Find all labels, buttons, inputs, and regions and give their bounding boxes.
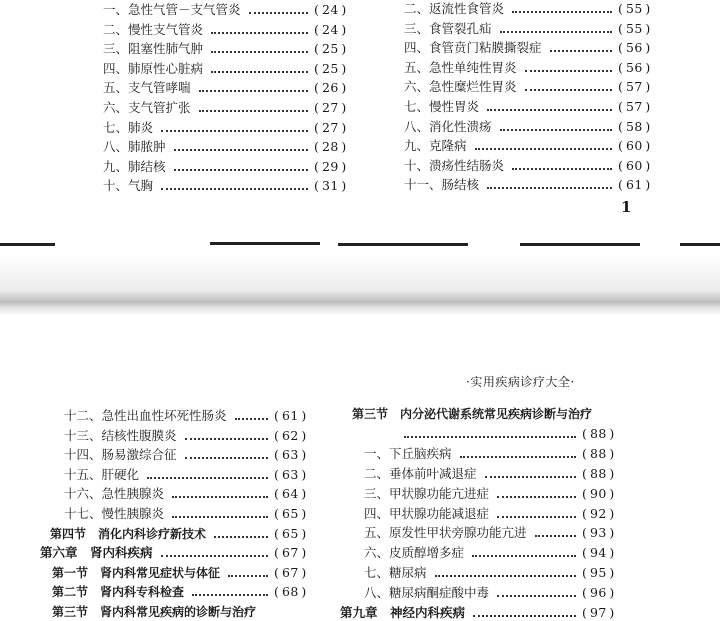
page-number-ref: 57 (625, 79, 643, 95)
page-ref: ( 55 ) (618, 19, 658, 39)
entry-title: 九、肺结核 (103, 158, 166, 174)
page-separator (0, 256, 720, 314)
toc-entry (404, 175, 662, 195)
toc-entry (64, 504, 318, 524)
toc-entry (404, 136, 662, 156)
dot-leader (214, 536, 268, 538)
toc-entry (64, 445, 318, 465)
page-ref: ( 68 ) (274, 582, 314, 602)
toc-section (52, 582, 318, 602)
entry-title: 七、糖尿病 (364, 565, 427, 581)
toc-section (52, 563, 318, 583)
page-number-ref: 25 (321, 41, 339, 57)
page-number-ref: 88 (589, 425, 607, 441)
dot-leader (172, 496, 268, 498)
entry-title: 四、食管贲门粘膜撕裂症 (404, 40, 542, 56)
dot-leader (147, 477, 268, 479)
toc-entry (364, 523, 626, 543)
dot-leader (550, 50, 612, 52)
entry-title: 十三、结核性腹膜炎 (64, 427, 177, 443)
page-number-ref: 64 (281, 486, 299, 502)
entry-title: 三、阻塞性肺气肿 (103, 41, 204, 57)
toc-entry (404, 117, 662, 137)
toc-entry (364, 444, 626, 464)
page-number-ref: 61 (281, 408, 299, 423)
dot-leader (211, 71, 308, 73)
dot-leader (512, 168, 612, 170)
page-ref: ( 25 ) (314, 59, 354, 79)
dot-leader (525, 89, 612, 91)
dot-leader (404, 436, 576, 438)
scan-artifact-line (0, 243, 55, 246)
scan-artifact-line (210, 242, 320, 245)
toc-entry (103, 137, 358, 157)
entry-title: 十一、肠结核 (404, 177, 480, 193)
page-ref: ( 90 ) (582, 484, 622, 504)
entry-title: 八、消化性溃疡 (404, 118, 492, 134)
entry-title: 三、甲状腺功能亢进症 (364, 485, 490, 501)
page-number-ref: 96 (589, 585, 607, 601)
entry-title: 第一节 肾内科常见症状与体征 (52, 565, 221, 580)
page-ref: ( 97 ) (582, 603, 622, 621)
page-number-ref: 28 (321, 139, 339, 155)
entry-title: 六、支气管扩张 (103, 100, 191, 115)
toc-entry (364, 464, 626, 484)
dot-leader (161, 188, 308, 190)
dot-leader (235, 418, 268, 420)
page-number-ref: 56 (625, 59, 643, 75)
dot-leader (199, 90, 308, 92)
page-ref: ( 60 ) (618, 136, 658, 156)
page-ref: ( 88 ) (582, 464, 622, 484)
entry-title: 第九章 神经内科疾病 (340, 605, 466, 620)
page-number-ref: 25 (321, 60, 339, 76)
page-number-ref: 65 (281, 506, 299, 521)
toc-entry (364, 543, 626, 563)
page-number-ref: 58 (625, 118, 643, 134)
toc-entry (364, 424, 626, 444)
dot-leader (161, 130, 308, 132)
page-ref: ( 95 ) (582, 563, 622, 583)
page-number-ref: 55 (625, 1, 643, 16)
entry-title: 七、慢性胃炎 (404, 99, 480, 114)
entry-title: 三、食管裂孔疝 (404, 20, 492, 36)
page-ref: ( 25 ) (314, 39, 354, 59)
dot-leader (199, 110, 308, 112)
page-ref: ( 67 ) (274, 563, 314, 583)
page-ref: ( 56 ) (618, 38, 658, 58)
toc-entry (404, 58, 662, 78)
toc-entry (103, 39, 358, 59)
dot-leader (525, 70, 612, 72)
toc-entry (103, 78, 358, 98)
dot-leader (211, 51, 308, 53)
page-number-ref: 26 (321, 80, 339, 96)
page-ref: ( 57 ) (618, 97, 658, 117)
dot-leader (487, 187, 612, 189)
entry-title: 十、溃疡性结肠炎 (404, 157, 505, 173)
dot-leader (161, 555, 268, 557)
toc-entry (404, 19, 662, 39)
toc-entry (404, 97, 662, 117)
dot-leader (174, 149, 308, 151)
dot-leader (435, 575, 576, 577)
page-number-ref: 29 (321, 158, 339, 174)
page-ref: ( 31 ) (314, 176, 354, 196)
page-ref: ( 63 ) (274, 445, 314, 465)
page-ref: ( 63 ) (274, 465, 314, 485)
entry-title: 十四、肠易激综合征 (64, 447, 177, 463)
page-number-ref: 88 (589, 445, 607, 461)
dot-leader (535, 535, 576, 537)
toc-entry (404, 0, 662, 19)
page-ref: ( 65 ) (274, 524, 314, 544)
scan-artifact-line (338, 243, 468, 246)
toc-entry (103, 157, 358, 177)
page-number-ref: 67 (281, 545, 299, 561)
page-ref: ( 62 ) (274, 426, 314, 446)
toc-chapter (340, 603, 626, 621)
page-number-ref: 31 (321, 178, 339, 194)
page-ref: ( 67 ) (274, 543, 314, 563)
page-number-ref: 95 (589, 565, 607, 581)
toc-entry (64, 484, 318, 504)
page-number-ref: 68 (281, 584, 299, 600)
page-number-ref: 63 (281, 447, 299, 463)
dot-leader (512, 11, 612, 13)
toc-section (50, 524, 318, 544)
dot-leader (228, 575, 268, 577)
page-ref: ( 57 ) (618, 77, 658, 97)
page-ref: ( 88 ) (582, 444, 622, 464)
entry-title: 四、甲状腺功能减退症 (364, 505, 490, 521)
entry-title: 七、肺炎 (103, 119, 154, 135)
page-number-ref: 24 (321, 21, 339, 37)
toc-page-lower (0, 314, 720, 621)
dot-leader (500, 129, 612, 131)
entry-title: 二、慢性支气管炎 (103, 21, 204, 37)
dot-leader (460, 456, 576, 458)
toc-section (52, 602, 318, 621)
page-number-ref: 65 (281, 525, 299, 541)
page-ref: ( 88 ) (582, 424, 622, 444)
entry-title: 六、皮质醇增多症 (364, 545, 465, 561)
entry-title: 第六章 肾内科疾病 (40, 545, 153, 561)
running-header: ·实用疾病诊疗大全· (466, 375, 575, 389)
page-number-ref: 60 (625, 138, 643, 154)
toc-entry (364, 583, 626, 603)
toc-entry (64, 426, 318, 446)
entry-title: 五、支气管哮喘 (103, 80, 191, 96)
entry-title: 一、急性气管－支气管炎 (103, 2, 241, 17)
page-ref: ( 92 ) (582, 504, 622, 524)
page-number-ref: 27 (321, 100, 339, 115)
page-ref: ( 61 ) (618, 175, 658, 195)
dot-leader (497, 516, 576, 518)
page-ref: ( 58 ) (618, 117, 658, 137)
toc-page-upper (0, 0, 720, 256)
entry-title: 十、气胸 (103, 178, 154, 194)
toc-entry (404, 77, 662, 97)
toc-section (352, 404, 626, 424)
toc-entry (404, 156, 662, 176)
page-number-ref: 94 (589, 545, 607, 561)
dot-leader (473, 615, 576, 617)
entry-title: 十二、急性出血性坏死性肠炎 (64, 408, 227, 423)
page-ref: ( 27 ) (314, 118, 354, 138)
scan-artifact-line (520, 243, 640, 246)
page-number-ref: 92 (589, 505, 607, 521)
toc-entry (364, 484, 626, 504)
page-ref: ( 24 ) (314, 20, 354, 40)
page-ref: ( 27 ) (314, 98, 354, 118)
page-number-ref: 62 (281, 427, 299, 443)
entry-title: 十七、慢性胰腺炎 (64, 506, 165, 521)
dot-leader (211, 32, 308, 34)
dot-leader (497, 595, 576, 597)
page-ref: ( 96 ) (582, 583, 622, 603)
page-number-ref: 61 (625, 177, 643, 193)
dot-leader (185, 438, 268, 440)
entry-title: 第三节 内分泌代谢系统常见疾病诊断与治疗 (352, 407, 593, 421)
toc-chapter (40, 543, 318, 563)
scan-artifact-line (680, 243, 720, 246)
entry-title: 五、急性单纯性胃炎 (404, 59, 517, 75)
dot-leader (172, 516, 268, 518)
entry-title: 十六、急性胰腺炎 (64, 486, 165, 502)
toc-entry (103, 98, 358, 118)
page-number-ref: 67 (281, 564, 299, 580)
entry-title: 八、糖尿病酮症酸中毒 (364, 585, 490, 601)
dot-leader (174, 169, 308, 171)
toc-entry (103, 176, 358, 196)
page-number-ref: 55 (625, 20, 643, 36)
page-number-ref: 90 (589, 485, 607, 501)
dot-leader (185, 457, 268, 459)
toc-entry (103, 59, 358, 79)
toc-entry (103, 0, 358, 20)
toc-entry (64, 406, 318, 426)
entry-title: 二、垂体前叶减退症 (364, 465, 477, 481)
dot-leader (500, 31, 612, 33)
entry-title: 四、肺原性心脏病 (103, 60, 204, 76)
dot-leader (485, 476, 576, 478)
page-number-ref: 93 (589, 525, 607, 541)
page-ref: ( 64 ) (274, 484, 314, 504)
entry-title: 五、原发性甲状旁腺功能亢进 (364, 525, 527, 541)
page-ref: ( 56 ) (618, 58, 658, 78)
page-ref: ( 94 ) (582, 543, 622, 563)
toc-entry (64, 465, 318, 485)
entry-title: 第二节 肾内科专科检查 (52, 585, 185, 600)
page-number: 1 (621, 198, 632, 216)
page-number-ref: 63 (281, 466, 299, 482)
page-number-ref: 56 (625, 40, 643, 56)
page-number-ref: 57 (625, 99, 643, 114)
page-number-ref: 88 (589, 465, 607, 481)
page-number-ref: 60 (625, 157, 643, 173)
page-number-ref: 97 (589, 605, 607, 620)
page-ref: ( 55 ) (618, 0, 658, 19)
page-ref: ( 24 ) (314, 0, 354, 20)
entry-title: 六、急性糜烂性胃炎 (404, 79, 517, 95)
page-ref: ( 26 ) (314, 78, 354, 98)
entry-title: 第四节 消化内科诊疗新技术 (50, 526, 207, 541)
entry-title: 九、克隆病 (404, 138, 467, 154)
toc-entry (103, 20, 358, 40)
toc-entry (404, 38, 662, 58)
toc-entry (103, 118, 358, 138)
page-ref: ( 61 ) (274, 406, 314, 426)
dot-leader (472, 555, 576, 557)
dot-leader (497, 496, 576, 498)
entry-title: 十五、肝硬化 (64, 466, 140, 482)
page-ref: ( 65 ) (274, 504, 314, 524)
entry-title: 一、下丘脑疾病 (364, 445, 452, 461)
dot-leader (192, 594, 268, 596)
toc-entry (364, 563, 626, 583)
page-ref: ( 60 ) (618, 156, 658, 176)
entry-title: 第三节 肾内科常见疾病的诊断与治疗 (52, 605, 257, 619)
dot-leader (487, 109, 612, 111)
page-ref: ( 93 ) (582, 523, 622, 543)
entry-title: 八、肺脓肿 (103, 139, 166, 155)
page-ref: ( 28 ) (314, 137, 354, 157)
page-ref: ( 29 ) (314, 157, 354, 177)
page-number-ref: 27 (321, 119, 339, 135)
dot-leader (475, 148, 612, 150)
toc-entry (364, 504, 626, 524)
entry-title: 二、返流性食管炎 (404, 1, 505, 16)
page-number-ref: 24 (321, 2, 339, 17)
dot-leader (249, 12, 308, 14)
